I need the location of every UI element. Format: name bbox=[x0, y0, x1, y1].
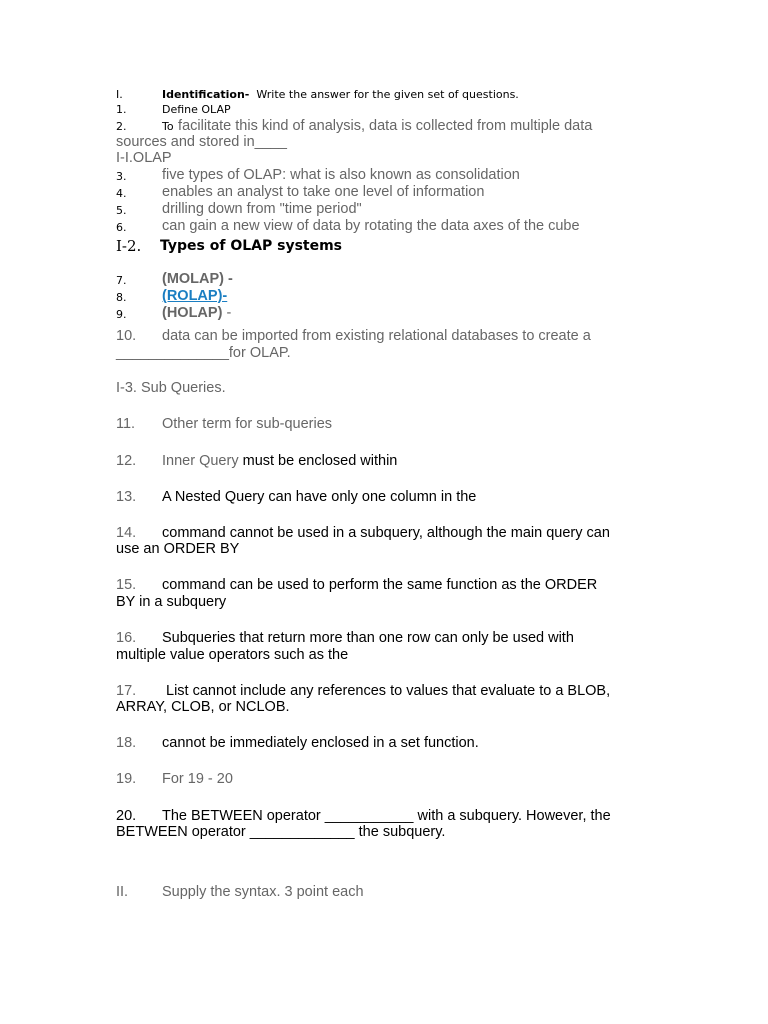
q2-number: 2. bbox=[116, 120, 127, 133]
q14-number: 14. bbox=[116, 525, 137, 541]
q17-text: List cannot include any references to values that evaluate to a BLOB, bbox=[166, 683, 611, 699]
q6-number: 6. bbox=[116, 221, 127, 234]
q15-text: command can be used to perform the same function as the ORDER bbox=[162, 577, 598, 593]
q18-number: 18. bbox=[116, 735, 137, 751]
q16-number: 16. bbox=[116, 630, 137, 646]
q7-number: 7. bbox=[116, 274, 127, 287]
q19-number: 19. bbox=[116, 771, 137, 787]
q3-number: 3. bbox=[116, 170, 127, 183]
q14-continuation: use an ORDER BY bbox=[116, 541, 240, 557]
subsection-olap: I-I.OLAP bbox=[116, 150, 172, 166]
q3-text: five types of OLAP: what is also known as consolidation bbox=[162, 167, 520, 183]
section-1-roman: I. bbox=[116, 88, 123, 101]
q9-number: 9. bbox=[116, 308, 127, 321]
q13-text: A Nested Query can have only one column in the bbox=[162, 489, 477, 505]
section-1-instruction: Write the answer for the given set of questions. bbox=[256, 88, 519, 101]
q5-number: 5. bbox=[116, 204, 127, 217]
q10-continuation: ______________for OLAP. bbox=[116, 345, 291, 361]
q12-number: 12. bbox=[116, 453, 137, 469]
q10-text: data can be imported from existing relational databases to create a bbox=[162, 328, 591, 344]
q1-number: 1. bbox=[116, 103, 127, 116]
subsection-olap-types-code: I-2. bbox=[116, 237, 142, 255]
q5-text: drilling down from "time period" bbox=[162, 201, 362, 217]
q11-text: Other term for sub-queries bbox=[162, 416, 333, 432]
q6-text: can gain a new view of data by rotating the data axes of the cube bbox=[162, 218, 580, 234]
q7-text: (MOLAP) - bbox=[162, 271, 233, 287]
q13-number: 13. bbox=[116, 489, 137, 505]
q14-text: command cannot be used in a subquery, although the main query can bbox=[162, 525, 610, 541]
q10-number: 10. bbox=[116, 328, 137, 344]
q11-number: 11. bbox=[116, 416, 136, 432]
q20-number: 20. bbox=[116, 808, 137, 824]
q8-rolap-link[interactable]: (ROLAP)- bbox=[162, 288, 228, 304]
q9-line bbox=[162, 305, 231, 322]
q16-text: Subqueries that return more than one row can only be used with bbox=[162, 630, 574, 646]
q12-gray-text: Inner Query bbox=[162, 453, 239, 469]
q15-continuation: BY in a subquery bbox=[116, 594, 227, 610]
q16-continuation: multiple value operators such as the bbox=[116, 647, 349, 663]
q20-text: The BETWEEN operator ___________ with a subquery. However, the bbox=[162, 808, 611, 824]
q12-text: must be enclosed within bbox=[242, 453, 398, 469]
q12-line bbox=[162, 453, 397, 470]
q1-text: Define OLAP bbox=[162, 103, 231, 116]
q18-text: cannot be immediately enclosed in a set function. bbox=[162, 735, 479, 751]
q8-number: 8. bbox=[116, 291, 127, 304]
q20-continuation: BETWEEN operator _____________ the subquery. bbox=[116, 824, 446, 840]
subsection-subqueries: I-3. Sub Queries. bbox=[116, 380, 226, 396]
q9-dash: - bbox=[226, 305, 232, 321]
q9-text: (HOLAP) bbox=[162, 305, 223, 321]
q2-continuation: sources and stored in____ bbox=[116, 134, 287, 150]
q2-line bbox=[162, 117, 592, 135]
q15-number: 15. bbox=[116, 577, 137, 593]
section-2-roman: II. bbox=[116, 884, 129, 900]
q2-text: facilitate this kind of analysis, data is collected from multiple data bbox=[178, 118, 593, 134]
section-1-title: Identification- bbox=[162, 88, 250, 101]
q4-number: 4. bbox=[116, 187, 127, 200]
subsection-olap-types-title: Types of OLAP systems bbox=[160, 238, 343, 254]
section-2-text: Supply the syntax. 3 point each bbox=[162, 884, 364, 900]
q2-prefix: To bbox=[162, 120, 174, 133]
q19-text: For 19 - 20 bbox=[162, 771, 233, 787]
q4-text: enables an analyst to take one level of information bbox=[162, 184, 485, 200]
q17-number: 17. bbox=[116, 683, 137, 699]
q17-continuation: ARRAY, CLOB, or NCLOB. bbox=[116, 699, 290, 715]
section-1-heading bbox=[162, 89, 519, 102]
